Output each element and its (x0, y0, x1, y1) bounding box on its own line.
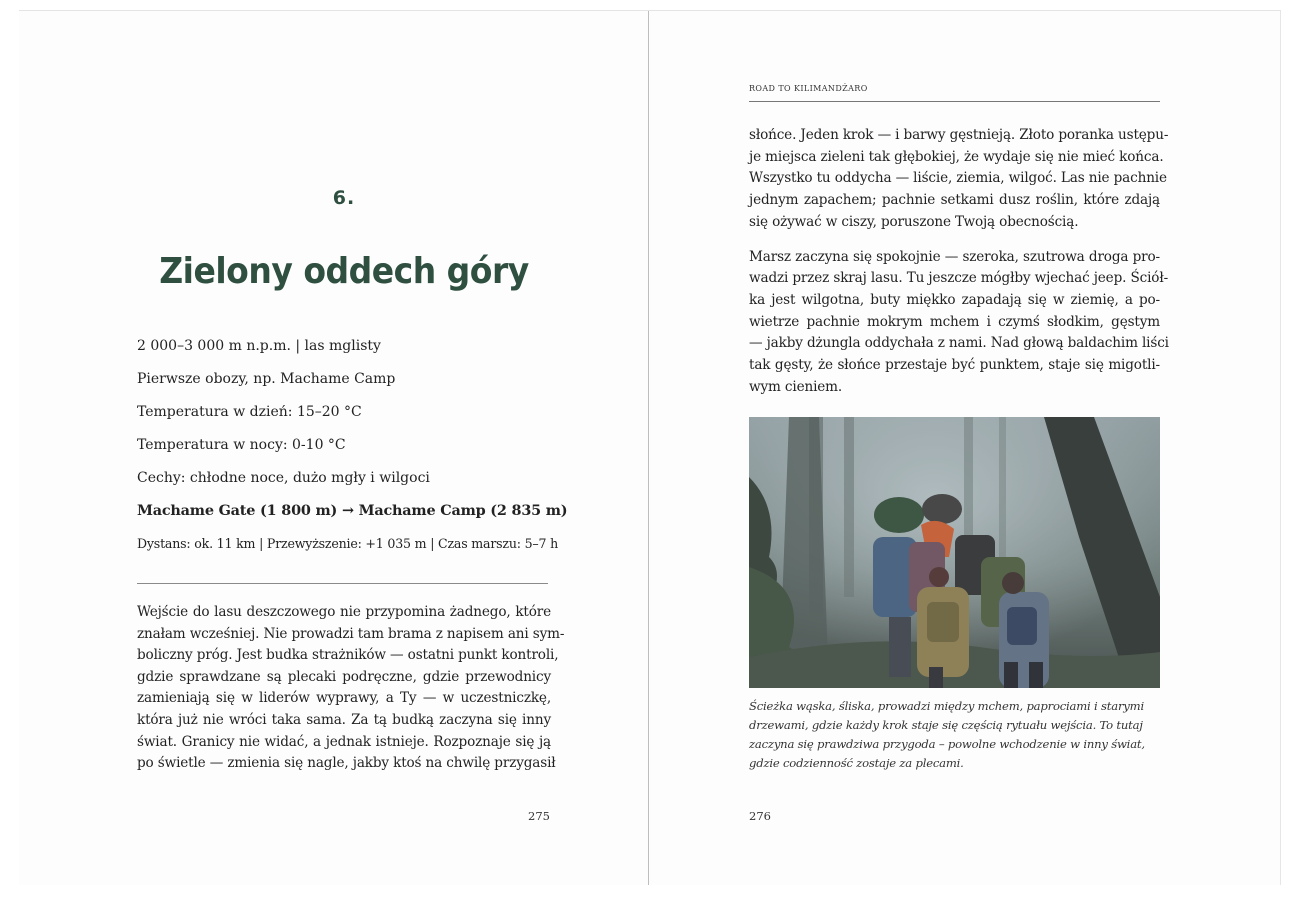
text-line: wadzi przez skraj lasu. Tu jeszcze mógłby wjechać jeep. Ściół- (749, 270, 1169, 287)
caption-line: zaczyna się prawdziwa przygoda – powolne wchodzenie w inny świat, (749, 737, 1145, 751)
text-line: je miejsca zieleni tak głębokiej, że wydaje się nie mieć końca. (749, 148, 1164, 165)
fact-day-temperature: Temperatura w dzień: 15–20 °C (137, 404, 362, 420)
section-divider (137, 583, 548, 584)
text-line: świat. Granicy nie widać, a jednak istnieje. Rozpoznaje się ją (137, 733, 551, 750)
header-rule (749, 101, 1160, 102)
left-page (19, 11, 648, 885)
book-spread (19, 10, 1281, 885)
photo-caption (749, 697, 1163, 773)
text-line: wietrze pachnie mokrym mchem i czymś słodkim, gęstym (749, 313, 1160, 330)
text-line: jednym zapachem; pachnie setkami dusz roślin, które zdają (749, 192, 1160, 209)
text-line: się ożywać w ciszy, poruszone Twoją obecnością. (749, 213, 1079, 230)
route-heading: Machame Gate (1 800 m) → Machame Camp (2 835 m) (137, 502, 568, 519)
caption-line: gdzie codzienność zostaje za plecami. (749, 756, 964, 770)
facts-list (137, 337, 568, 568)
route-stats: Dystans: ok. 11 km | Przewyższenie: +1 035 m | Czas marszu: 5–7 h (137, 536, 559, 551)
chapter-number: 6. (332, 187, 356, 209)
fact-camps: Pierwsze obozy, np. Machame Camp (137, 371, 396, 387)
body-text-right (749, 125, 1169, 398)
chapter-title: Zielony oddech góry (159, 249, 529, 292)
paragraph-2 (749, 247, 1169, 399)
body-text-left (137, 602, 565, 775)
text-line: po świetle — zmienia się nagle, jakby ktoś na chwilę przygasił (137, 755, 556, 772)
running-head: ROAD TO KILIMANDŻARO (749, 84, 868, 93)
right-page (649, 11, 1281, 885)
page-number-left: 275 (528, 809, 550, 823)
fact-altitude: 2 000–3 000 m n.p.m. | las mglisty (137, 338, 381, 354)
text-line: słońce. Jeden krok — i barwy gęstnieją. Złoto poranka ustępu- (749, 127, 1169, 143)
text-line: boliczny próg. Jest budka strażników — ostatni punkt kontroli, (137, 647, 559, 664)
hikers-in-misty-forest-photo (749, 417, 1160, 688)
page-number-right: 276 (749, 809, 771, 823)
fact-features: Cechy: chłodne noce, dużo mgły i wilgoci (137, 470, 430, 486)
text-line: Wszystko tu oddycha — liście, ziemia, wilgoć. Las nie pachnie (749, 170, 1167, 187)
caption-line: drzewami, gdzie każdy krok staje się częścią rytuału wejścia. To tutaj (749, 718, 1143, 732)
text-line: która już nie wróci taka sama. Za tą budką zaczyna się inny (137, 711, 551, 728)
text-line: znałam wcześniej. Nie prowadzi tam brama z napisem ani sym- (137, 625, 565, 642)
text-line: zamieniają się w liderów wyprawy, a Ty — w uczestniczkę, (137, 690, 551, 707)
text-line: tak gęsty, że słońce przestaje być punktem, staje się migotli- (749, 357, 1160, 374)
caption-line: Ścieżka wąska, śliska, prowadzi między mchem, paprociami i starymi (749, 699, 1144, 713)
text-line: Marsz zaczyna się spokojnie — szeroka, szutrowa droga pro- (749, 248, 1160, 265)
text-line: Wejście do lasu deszczowego nie przypomina żadnego, które (137, 604, 551, 620)
text-line: gdzie sprawdzane są plecaki podręczne, gdzie przewodnicy (137, 668, 551, 685)
paragraph-1 (749, 125, 1169, 234)
text-line: ka jest wilgotna, buty miękko zapadają się w ziemię, a po- (749, 291, 1160, 308)
text-line: — jakby dżungla oddychała z nami. Nad głową baldachim liści (749, 335, 1169, 352)
fact-night-temperature: Temperatura w nocy: 0-10 °C (137, 437, 346, 453)
text-line: wym cieniem. (749, 378, 843, 395)
